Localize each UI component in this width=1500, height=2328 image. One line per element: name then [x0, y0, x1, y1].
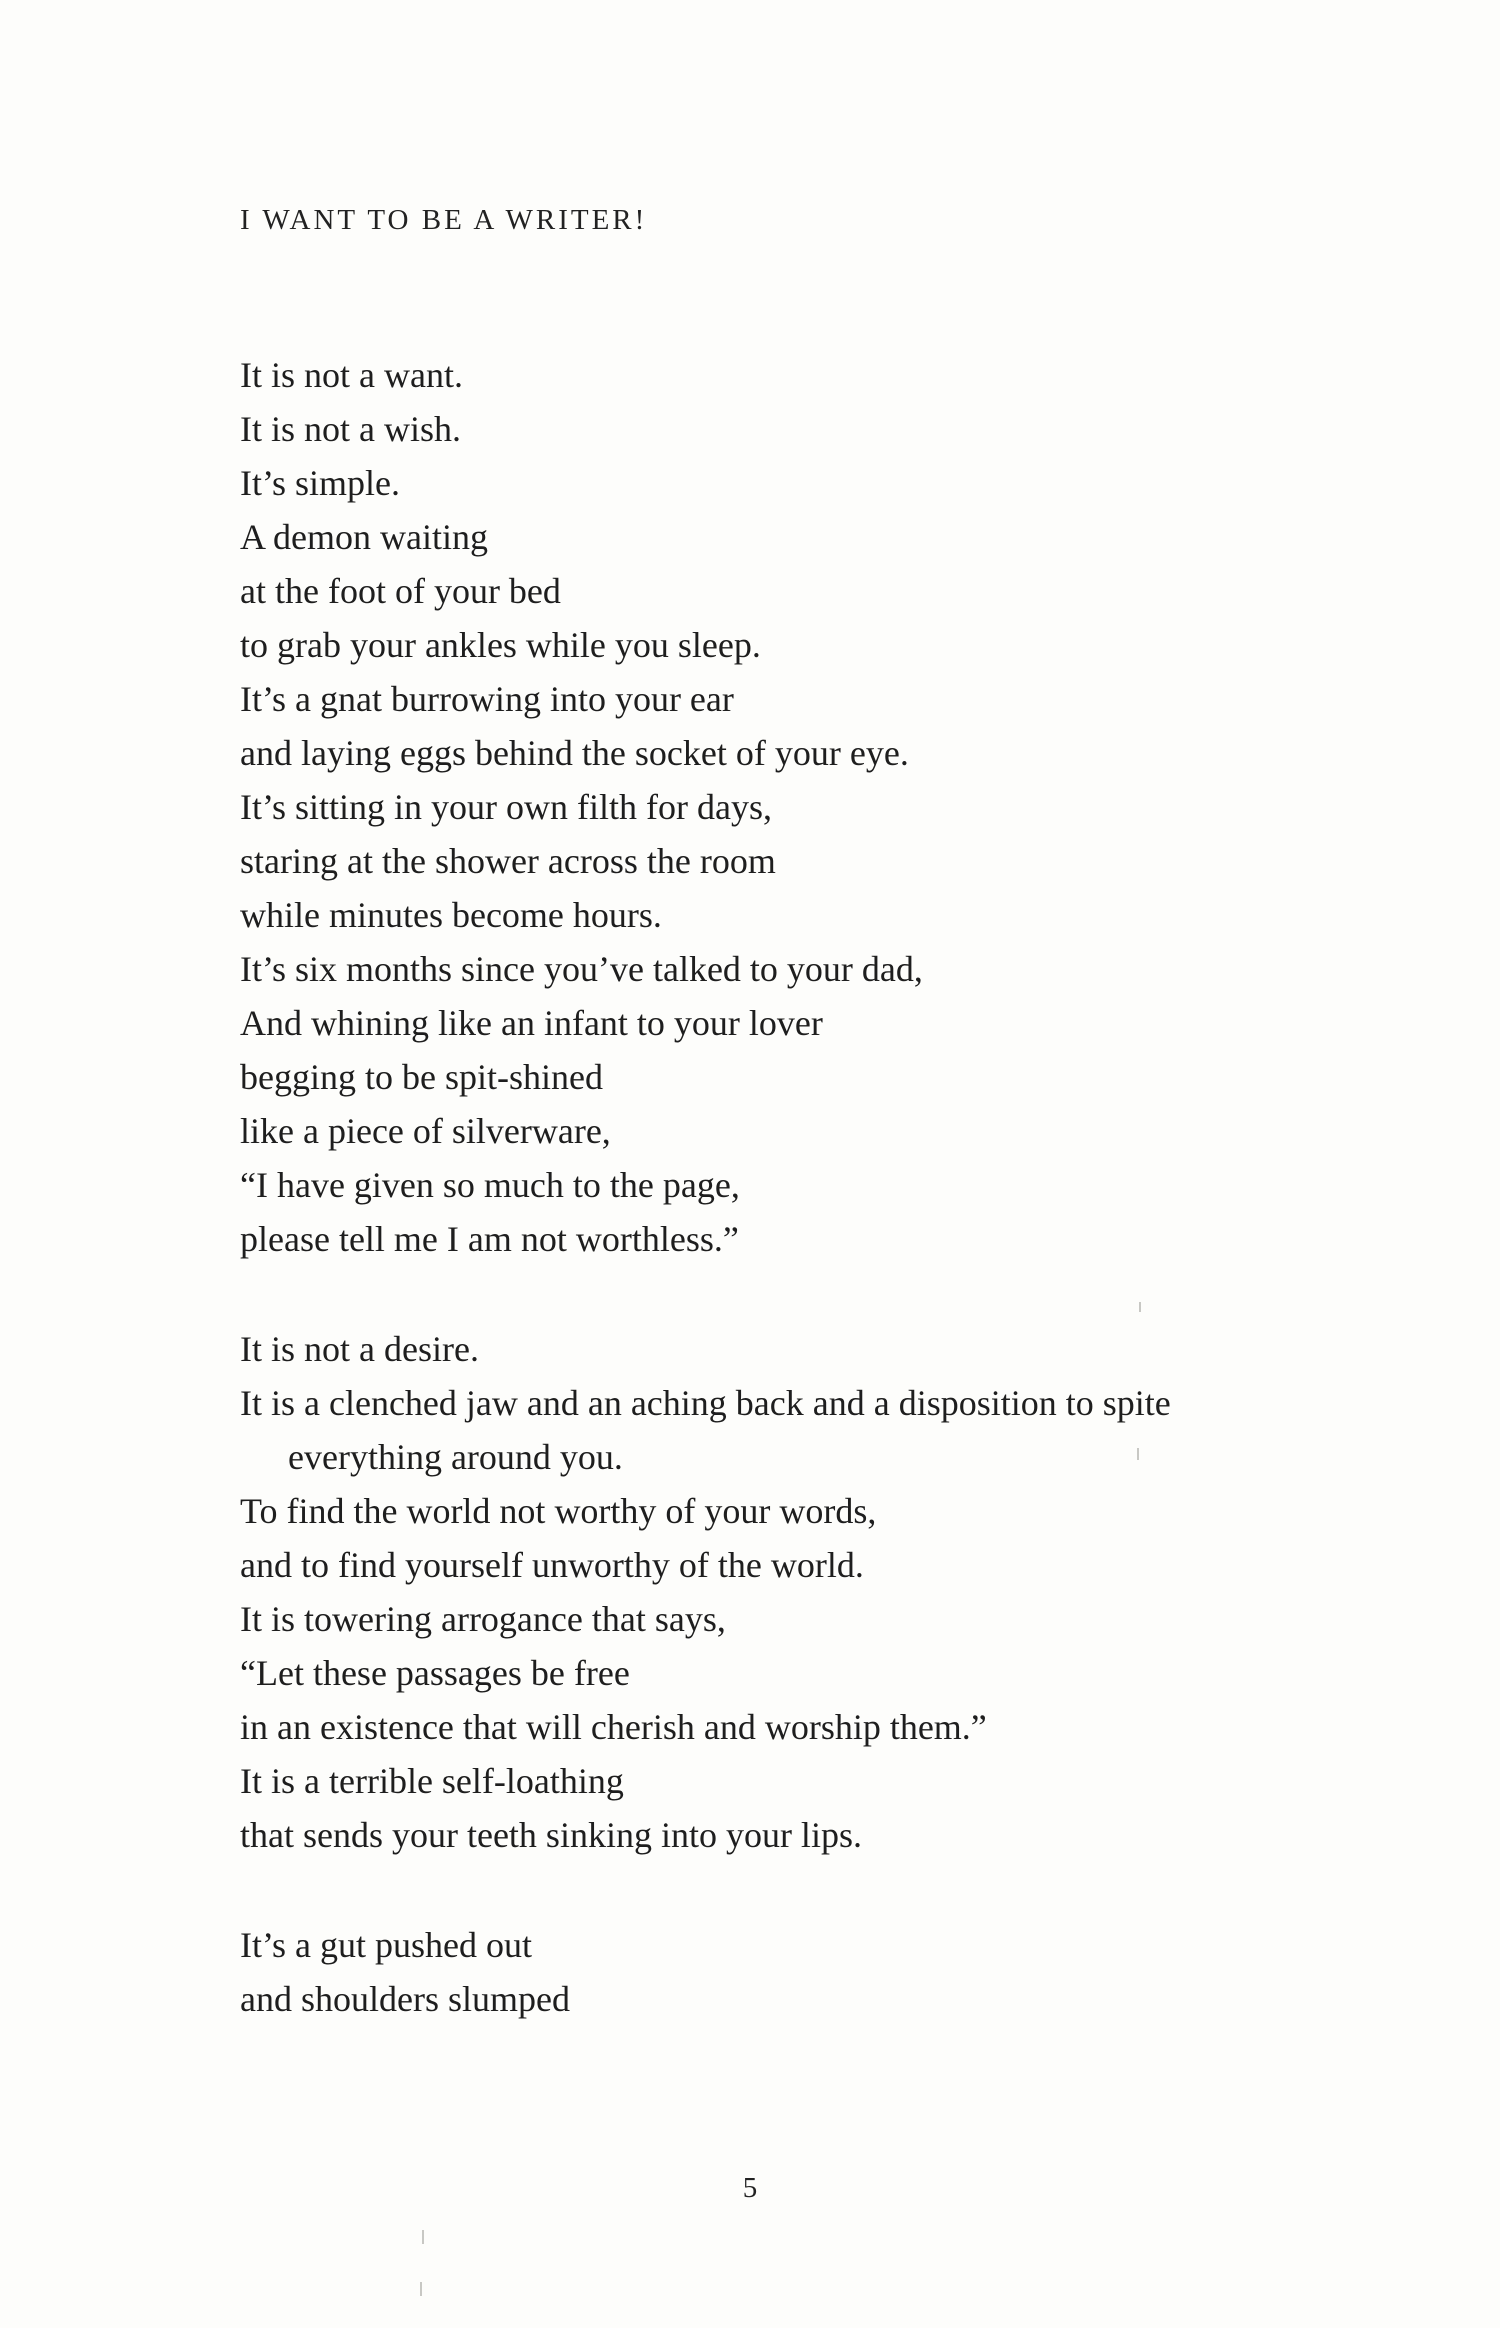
poem-line: in an existence that will cherish and worship them.” [240, 1707, 987, 1747]
page-number: 5 [742, 2172, 758, 2204]
poem-line: to grab your ankles while you sleep. [240, 625, 761, 665]
stanza-1 [240, 348, 923, 1266]
scan-speck [1139, 1302, 1141, 1312]
poem-line: It is not a wish. [240, 409, 461, 449]
poem-line: and shoulders slumped [240, 1979, 570, 2019]
scan-speck [420, 2282, 422, 2296]
poem-line-continuation: everything around you. [288, 1437, 623, 1477]
poem-line: while minutes become hours. [240, 895, 662, 935]
poem-line: like a piece of silverware, [240, 1111, 611, 1151]
poem-line: To find the world not worthy of your words, [240, 1491, 877, 1531]
poem-line: It’s sitting in your own filth for days, [240, 787, 772, 827]
poem-line: and to find yourself unworthy of the world. [240, 1545, 864, 1585]
poem-line: It’s simple. [240, 463, 400, 503]
stanza-3 [240, 1918, 570, 2026]
poem-line: And whining like an infant to your lover [240, 1003, 823, 1043]
poem-line: It is a clenched jaw and an aching back and a disposition to spite [240, 1383, 1171, 1423]
poem-line: A demon waiting [240, 517, 488, 557]
poem-line: It is a terrible self-loathing [240, 1761, 624, 1801]
poem-line: It is not a want. [240, 355, 463, 395]
poem-line: that sends your teeth sinking into your lips. [240, 1815, 862, 1855]
poem-line: It’s a gnat burrowing into your ear [240, 679, 734, 719]
poem-line: and laying eggs behind the socket of your eye. [240, 733, 909, 773]
poem-line: begging to be spit-shined [240, 1057, 603, 1097]
scan-speck [422, 2230, 424, 2244]
poem-line: It is towering arrogance that says, [240, 1599, 726, 1639]
scan-speck [1137, 1448, 1139, 1460]
poem-line: please tell me I am not worthless.” [240, 1219, 739, 1259]
poem-line: staring at the shower across the room [240, 841, 776, 881]
poem-title: I WANT TO BE A WRITER! [240, 204, 648, 236]
poem-line: It’s six months since you’ve talked to your dad, [240, 949, 923, 989]
poem-line: at the foot of your bed [240, 571, 561, 611]
poem-line: “I have given so much to the page, [240, 1165, 740, 1205]
poem-line: It’s a gut pushed out [240, 1925, 532, 1965]
poem-line: It is not a desire. [240, 1329, 479, 1369]
stanza-2 [240, 1322, 1171, 1862]
poem-line: “Let these passages be free [240, 1653, 630, 1693]
